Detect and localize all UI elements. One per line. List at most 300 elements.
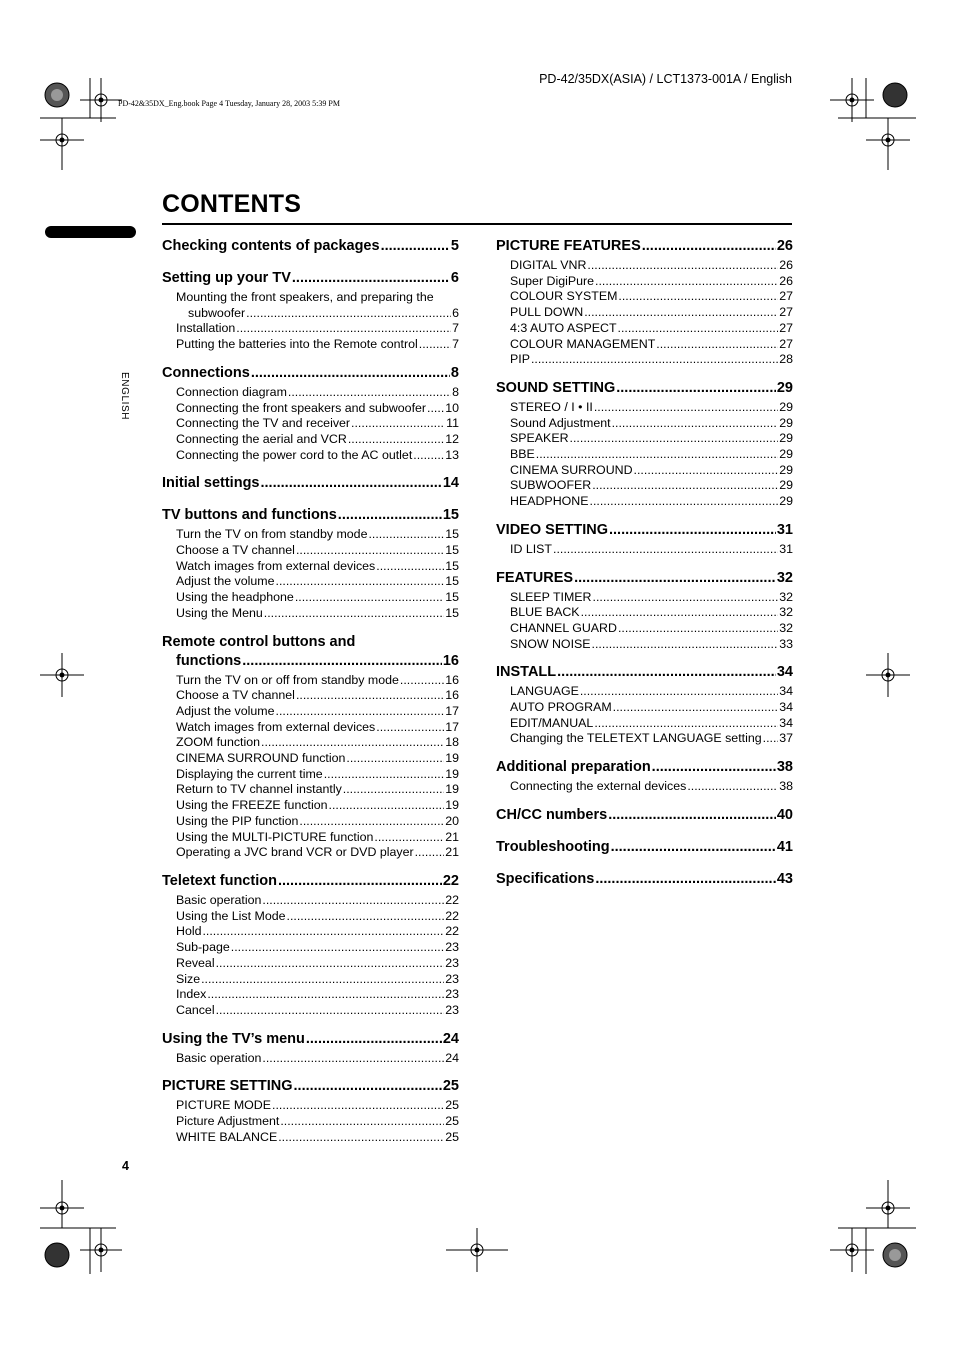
toc-item[interactable] bbox=[162, 673, 459, 689]
toc-item[interactable] bbox=[162, 416, 459, 432]
toc-item[interactable] bbox=[496, 305, 793, 321]
toc-item-label: ID LIST bbox=[510, 541, 552, 556]
book-line: PD-42&35DX_Eng.book Page 4 Tuesday, January 28, 2003 5:39 PM bbox=[118, 99, 340, 108]
toc-right-column bbox=[496, 234, 793, 899]
toc-item[interactable] bbox=[496, 400, 793, 416]
toc-item[interactable] bbox=[162, 987, 459, 1003]
toc-heading-label: FEATURES bbox=[496, 569, 574, 586]
toc-item-page: 15 bbox=[445, 558, 459, 573]
toc-item-label: EDIT/MANUAL bbox=[510, 715, 594, 730]
leader-dots bbox=[616, 376, 776, 400]
toc-item[interactable] bbox=[496, 684, 793, 700]
toc-section bbox=[496, 755, 793, 795]
toc-item-label: COLOUR MANAGEMENT bbox=[510, 336, 656, 351]
leader-dots bbox=[593, 590, 779, 606]
toc-item[interactable] bbox=[496, 716, 793, 732]
toc-item-page: 33 bbox=[779, 636, 793, 651]
toc-item-label: Super DigiPure bbox=[510, 273, 595, 288]
leader-dots bbox=[531, 352, 778, 368]
toc-heading[interactable] bbox=[162, 503, 459, 527]
toc-item-label: WHITE BALANCE bbox=[176, 1129, 278, 1144]
toc-item-page: 29 bbox=[779, 478, 793, 493]
toc-item-page: 7 bbox=[452, 337, 459, 352]
toc-heading-page: 24 bbox=[442, 1030, 459, 1047]
toc-heading-page: 31 bbox=[776, 521, 793, 538]
toc-item-label: COLOUR SYSTEM bbox=[510, 289, 618, 304]
toc-item-page: 38 bbox=[779, 779, 793, 794]
toc-item-page: 27 bbox=[779, 320, 793, 335]
leader-dots bbox=[231, 940, 444, 956]
leader-dots bbox=[343, 782, 444, 798]
toc-item[interactable] bbox=[162, 956, 459, 972]
toc-item-label: Using the Menu bbox=[176, 605, 263, 620]
toc-item[interactable] bbox=[162, 830, 459, 846]
leader-dots bbox=[288, 385, 451, 401]
toc-item-label: Installation bbox=[176, 321, 236, 336]
toc-item-page: 16 bbox=[445, 672, 459, 687]
toc-item-page: 27 bbox=[779, 289, 793, 304]
toc-item[interactable] bbox=[496, 289, 793, 305]
leader-dots bbox=[348, 432, 444, 448]
toc-heading-label: PICTURE FEATURES bbox=[496, 238, 641, 254]
toc-item[interactable] bbox=[162, 448, 459, 464]
toc-item[interactable] bbox=[162, 1130, 459, 1146]
toc-item[interactable] bbox=[162, 1003, 459, 1019]
leader-dots bbox=[287, 909, 445, 925]
toc-heading[interactable] bbox=[496, 835, 793, 859]
toc-heading[interactable] bbox=[162, 234, 459, 258]
toc-item-page: 26 bbox=[779, 258, 793, 272]
toc-heading-page: 25 bbox=[442, 1078, 459, 1095]
toc-item[interactable] bbox=[496, 416, 793, 432]
toc-item-label: Using the PIP function bbox=[176, 813, 299, 828]
toc-item-page: 34 bbox=[779, 684, 793, 699]
toc-heading-page: 8 bbox=[450, 364, 459, 381]
toc-item-page: 29 bbox=[779, 399, 793, 414]
toc-item[interactable] bbox=[162, 688, 459, 704]
toc-heading[interactable] bbox=[496, 803, 793, 827]
toc-item[interactable] bbox=[496, 274, 793, 290]
toc-item[interactable] bbox=[496, 463, 793, 479]
toc-item-label: PULL DOWN bbox=[510, 305, 584, 320]
leader-dots bbox=[642, 234, 776, 258]
leader-dots bbox=[590, 494, 779, 510]
toc-item[interactable] bbox=[162, 606, 459, 622]
leader-dots bbox=[763, 731, 779, 747]
leader-dots bbox=[216, 956, 445, 972]
toc-section bbox=[496, 234, 793, 368]
toc-item-label: STEREO / I • II bbox=[510, 399, 593, 414]
toc-item-label: Reveal bbox=[176, 955, 215, 970]
leader-dots bbox=[634, 463, 779, 479]
toc-item[interactable] bbox=[496, 447, 793, 463]
toc-section bbox=[496, 518, 793, 558]
toc-item-line: Mounting the front speakers, and preparing the bbox=[176, 290, 434, 304]
toc-item[interactable] bbox=[162, 909, 459, 925]
leader-dots bbox=[202, 924, 444, 940]
toc-item-label: ZOOM function bbox=[176, 735, 261, 750]
toc-item-label: Hold bbox=[176, 924, 202, 939]
toc-item-page: 19 bbox=[445, 782, 459, 797]
toc-item-label: CHANNEL GUARD bbox=[510, 620, 617, 635]
leader-dots bbox=[376, 559, 444, 575]
toc-heading[interactable] bbox=[162, 1074, 459, 1098]
toc-item[interactable] bbox=[162, 401, 459, 417]
leader-dots bbox=[261, 471, 442, 495]
toc-item[interactable] bbox=[496, 542, 793, 558]
toc-item-label: Adjust the volume bbox=[176, 703, 275, 718]
leader-dots bbox=[272, 1098, 444, 1114]
toc-item-page: 15 bbox=[445, 527, 459, 542]
toc-item[interactable] bbox=[496, 700, 793, 716]
leader-dots bbox=[278, 869, 442, 893]
toc-item-page: 21 bbox=[445, 829, 459, 844]
toc-item-page: 19 bbox=[445, 751, 459, 766]
toc-item[interactable] bbox=[162, 385, 459, 401]
toc-item[interactable] bbox=[162, 590, 459, 606]
toc-item-page: 23 bbox=[445, 971, 459, 986]
toc-heading-label: SOUND SETTING bbox=[496, 379, 616, 396]
toc-item-label: SLEEP TIMER bbox=[510, 589, 592, 604]
toc-item-label: Size bbox=[176, 971, 201, 986]
toc-item-page: 29 bbox=[779, 431, 793, 446]
toc-item-label: CINEMA SURROUND bbox=[510, 462, 633, 477]
leader-dots bbox=[574, 566, 776, 590]
toc-heading-page: 14 bbox=[442, 475, 459, 492]
toc-item[interactable] bbox=[162, 321, 459, 337]
toc-item-label: Picture Adjustment bbox=[176, 1114, 280, 1129]
toc-item-label: SPEAKER bbox=[510, 431, 569, 446]
leader-dots bbox=[608, 803, 776, 827]
toc-item-label: Sound Adjustment bbox=[510, 415, 611, 430]
toc-heading[interactable] bbox=[162, 471, 459, 495]
toc-item-page: 7 bbox=[452, 321, 459, 336]
leader-dots bbox=[296, 688, 444, 704]
toc-item-label: LANGUAGE bbox=[510, 684, 579, 699]
side-label: ENGLISH bbox=[119, 372, 130, 421]
toc-item[interactable] bbox=[496, 352, 793, 368]
toc-heading-page: 40 bbox=[776, 806, 793, 823]
toc-item-label: Using the headphone bbox=[176, 590, 294, 605]
toc-item-label: Basic operation bbox=[176, 892, 262, 907]
leader-dots bbox=[413, 448, 444, 464]
toc-left-column bbox=[162, 234, 459, 1153]
page-title: CONTENTS bbox=[162, 190, 302, 218]
toc-item-label: Connecting the aerial and VCR bbox=[176, 431, 347, 446]
leader-dots bbox=[419, 337, 451, 353]
toc-item-page: 17 bbox=[445, 719, 459, 734]
toc-item-page: 19 bbox=[445, 766, 459, 781]
toc-item-label: Turn the TV on from standby mode bbox=[176, 527, 368, 542]
toc-item[interactable] bbox=[162, 767, 459, 783]
toc-item[interactable] bbox=[496, 621, 793, 637]
toc-item-page: 21 bbox=[445, 845, 459, 860]
toc-heading-page: 32 bbox=[776, 569, 793, 586]
toc-heading-label: Troubleshooting bbox=[496, 838, 610, 855]
toc-item-page: 22 bbox=[445, 924, 459, 939]
leader-dots bbox=[609, 518, 776, 542]
leader-dots bbox=[278, 1130, 444, 1146]
leader-dots bbox=[613, 700, 779, 716]
toc-item-page: 25 bbox=[445, 1129, 459, 1144]
toc-item-page: 27 bbox=[779, 336, 793, 351]
toc-item-label: PICTURE MODE bbox=[176, 1098, 271, 1113]
toc-heading[interactable] bbox=[496, 234, 793, 258]
toc-section bbox=[162, 1074, 459, 1145]
toc-item[interactable] bbox=[162, 720, 459, 736]
toc-item-label: Watch images from external devices bbox=[176, 558, 376, 573]
toc-item-page: 15 bbox=[445, 590, 459, 605]
toc-heading-page: 6 bbox=[450, 270, 459, 286]
toc-heading-label: Using the TV’s menu bbox=[162, 1030, 305, 1047]
leader-dots bbox=[652, 755, 776, 779]
leader-dots bbox=[594, 400, 778, 416]
toc-item[interactable] bbox=[162, 1114, 459, 1130]
toc-item[interactable] bbox=[496, 431, 793, 447]
toc-item-page: 28 bbox=[779, 352, 793, 367]
toc-item-label: Choose a TV channel bbox=[176, 688, 295, 703]
toc-item[interactable] bbox=[162, 751, 459, 767]
toc-item-page: 25 bbox=[445, 1098, 459, 1113]
toc-item-label: Basic operation bbox=[176, 1050, 262, 1065]
toc-item-label: subwoofer bbox=[188, 305, 246, 320]
toc-item[interactable] bbox=[162, 704, 459, 720]
toc-item[interactable] bbox=[496, 605, 793, 621]
toc-item[interactable] bbox=[162, 782, 459, 798]
leader-dots bbox=[264, 606, 444, 622]
leader-dots bbox=[368, 527, 444, 543]
toc-item[interactable] bbox=[162, 574, 459, 590]
toc-item-page: 15 bbox=[445, 574, 459, 589]
toc-item-label: Using the FREEZE function bbox=[176, 798, 328, 813]
toc-item-label: SUBWOOFER bbox=[510, 478, 592, 493]
title-rule bbox=[162, 223, 792, 225]
toc-item-label: Choose a TV channel bbox=[176, 543, 295, 558]
toc-item-label: Using the List Mode bbox=[176, 908, 286, 923]
leader-dots bbox=[324, 767, 445, 783]
toc-item[interactable] bbox=[496, 494, 793, 510]
toc-item[interactable] bbox=[162, 559, 459, 575]
leader-dots bbox=[294, 1074, 442, 1098]
toc-heading[interactable] bbox=[496, 376, 793, 400]
leader-dots bbox=[351, 416, 445, 432]
toc-item-label: Connecting the TV and receiver bbox=[176, 416, 351, 431]
toc-item[interactable] bbox=[496, 478, 793, 494]
toc-item[interactable] bbox=[496, 637, 793, 653]
leader-dots bbox=[611, 835, 776, 859]
leader-dots bbox=[338, 503, 442, 527]
leader-dots bbox=[580, 684, 778, 700]
toc-section bbox=[496, 376, 793, 510]
toc-item-page: 20 bbox=[445, 813, 459, 828]
toc-item-label: AUTO PROGRAM bbox=[510, 700, 612, 715]
toc-item-label: Displaying the current time bbox=[176, 766, 323, 781]
toc-item[interactable] bbox=[162, 940, 459, 956]
toc-section bbox=[496, 566, 793, 653]
toc-item-page: 23 bbox=[445, 955, 459, 970]
toc-heading-page: 34 bbox=[776, 664, 793, 681]
toc-item-label: Using the MULTI-PICTURE function bbox=[176, 829, 374, 844]
toc-item-page: 15 bbox=[445, 605, 459, 620]
toc-heading[interactable] bbox=[162, 1027, 459, 1051]
leader-dots bbox=[381, 234, 450, 258]
toc-item[interactable] bbox=[162, 527, 459, 543]
toc-item-label: Connecting the front speakers and subwoofer bbox=[176, 400, 427, 415]
toc-item-label: Watch images from external devices bbox=[176, 719, 376, 734]
toc-item[interactable] bbox=[496, 779, 793, 795]
leader-dots bbox=[553, 542, 778, 558]
page-number: 4 bbox=[122, 1159, 129, 1173]
toc-item-page: 23 bbox=[445, 940, 459, 955]
toc-item[interactable] bbox=[496, 321, 793, 337]
toc-heading[interactable] bbox=[162, 869, 459, 893]
toc-item[interactable] bbox=[162, 814, 459, 830]
toc-item-page: 10 bbox=[445, 400, 459, 415]
toc-item-label: Return to TV channel instantly bbox=[176, 782, 342, 797]
toc-item-label: 4:3 AUTO ASPECT bbox=[510, 320, 617, 335]
toc-heading[interactable] bbox=[162, 266, 459, 290]
toc-item-label: Changing the TELETEXT LANGUAGE setting bbox=[510, 731, 762, 746]
leader-dots bbox=[246, 306, 451, 322]
leader-dots bbox=[415, 845, 445, 861]
toc-item-page: 16 bbox=[445, 688, 459, 703]
toc-heading-label: TV buttons and functions bbox=[162, 507, 337, 524]
toc-item[interactable] bbox=[162, 972, 459, 988]
toc-item-page: 32 bbox=[779, 620, 793, 635]
toc-item-page: 6 bbox=[452, 305, 459, 320]
toc-heading[interactable] bbox=[162, 361, 459, 385]
toc-item-label: DIGITAL VNR bbox=[510, 258, 587, 272]
toc-item[interactable] bbox=[496, 731, 793, 747]
toc-item-page: 25 bbox=[445, 1114, 459, 1129]
toc-item-page: 11 bbox=[446, 416, 459, 431]
toc-item[interactable] bbox=[496, 337, 793, 353]
toc-item-label: Index bbox=[176, 987, 207, 1002]
leader-dots bbox=[557, 660, 776, 684]
toc-section bbox=[496, 803, 793, 827]
toc-section bbox=[162, 1027, 459, 1067]
toc-section bbox=[496, 835, 793, 859]
leader-dots bbox=[262, 893, 444, 909]
toc-item-page: 32 bbox=[779, 605, 793, 620]
leader-dots bbox=[612, 416, 779, 432]
toc-item[interactable] bbox=[162, 924, 459, 940]
toc-item-label: BLUE BACK bbox=[510, 605, 580, 620]
toc-item-label: Adjust the volume bbox=[176, 574, 275, 589]
toc-item[interactable] bbox=[162, 735, 459, 751]
toc-item-page: 15 bbox=[445, 543, 459, 558]
leader-dots bbox=[587, 258, 778, 274]
leader-dots bbox=[584, 305, 778, 321]
toc-heading-label: Connections bbox=[162, 364, 250, 381]
toc-item-page: 34 bbox=[779, 700, 793, 715]
toc-item-page: 32 bbox=[779, 589, 793, 604]
toc-item[interactable] bbox=[162, 1098, 459, 1114]
toc-item-page: 23 bbox=[445, 987, 459, 1002]
toc-item[interactable] bbox=[162, 337, 459, 353]
toc-item[interactable] bbox=[162, 1051, 459, 1067]
leader-dots bbox=[276, 574, 445, 590]
toc-heading[interactable] bbox=[496, 755, 793, 779]
toc-heading-page: 29 bbox=[776, 379, 793, 396]
toc-heading-page: 16 bbox=[442, 652, 459, 669]
toc-section bbox=[162, 503, 459, 621]
toc-heading-label: Initial settings bbox=[162, 475, 260, 492]
leader-dots bbox=[536, 447, 778, 463]
toc-item-page: 31 bbox=[779, 541, 793, 556]
toc-item-page: 34 bbox=[779, 715, 793, 730]
toc-item-page: 22 bbox=[445, 908, 459, 923]
toc-item-page: 24 bbox=[445, 1050, 459, 1065]
toc-item-page: 29 bbox=[779, 415, 793, 430]
toc-item[interactable] bbox=[162, 798, 459, 814]
toc-heading[interactable] bbox=[496, 518, 793, 542]
leader-dots bbox=[427, 401, 444, 417]
toc-item-page: 13 bbox=[445, 447, 459, 462]
toc-item-label: Cancel bbox=[176, 1002, 215, 1017]
leader-dots bbox=[618, 621, 778, 637]
leader-dots bbox=[207, 987, 444, 1003]
leader-dots bbox=[280, 1114, 444, 1130]
leader-dots bbox=[581, 605, 779, 621]
toc-heading[interactable] bbox=[496, 660, 793, 684]
toc-section bbox=[162, 361, 459, 464]
leader-dots bbox=[618, 289, 778, 305]
leader-dots bbox=[261, 735, 444, 751]
toc-item-page: 27 bbox=[779, 305, 793, 320]
toc-item[interactable] bbox=[162, 306, 459, 322]
leader-dots bbox=[236, 321, 451, 337]
toc-item[interactable] bbox=[496, 258, 793, 274]
toc-item-label: PIP bbox=[510, 352, 530, 367]
toc-item-label: Turn the TV on or off from standby mode bbox=[176, 672, 399, 687]
toc-heading-label: Additional preparation bbox=[496, 759, 651, 776]
leader-dots bbox=[618, 321, 779, 337]
toc-item-label: Operating a JVC brand VCR or DVD player bbox=[176, 845, 414, 860]
toc-item[interactable] bbox=[162, 543, 459, 559]
model-line: PD-42/35DX(ASIA) / LCT1373-001A / English bbox=[539, 72, 792, 86]
toc-item[interactable] bbox=[162, 845, 459, 861]
toc-heading-label: Checking contents of packages bbox=[162, 238, 380, 254]
leader-dots bbox=[299, 814, 444, 830]
toc-item-label: SNOW NOISE bbox=[510, 636, 591, 651]
leader-dots bbox=[329, 798, 445, 814]
toc-item-page: 18 bbox=[445, 735, 459, 750]
toc-heading[interactable] bbox=[162, 652, 459, 673]
leader-dots bbox=[595, 867, 776, 891]
leader-dots bbox=[400, 673, 444, 689]
leader-dots bbox=[656, 337, 778, 353]
leader-dots bbox=[296, 543, 444, 559]
toc-heading-label: CH/CC numbers bbox=[496, 806, 608, 823]
toc-item-label: Sub-page bbox=[176, 940, 230, 955]
leader-dots bbox=[594, 716, 778, 732]
toc-item-page: 29 bbox=[779, 462, 793, 477]
toc-item[interactable] bbox=[496, 590, 793, 606]
toc-item[interactable] bbox=[162, 893, 459, 909]
toc-heading-page: 15 bbox=[442, 507, 459, 524]
toc-section bbox=[162, 234, 459, 258]
leader-dots bbox=[592, 478, 778, 494]
toc-item[interactable] bbox=[162, 432, 459, 448]
toc-item-page: 19 bbox=[445, 798, 459, 813]
toc-heading[interactable] bbox=[496, 566, 793, 590]
toc-section bbox=[162, 630, 459, 861]
toc-item-label: Connection diagram bbox=[176, 384, 287, 399]
toc-heading-page: 22 bbox=[442, 872, 459, 889]
leader-dots bbox=[292, 266, 450, 290]
toc-heading[interactable] bbox=[496, 867, 793, 891]
